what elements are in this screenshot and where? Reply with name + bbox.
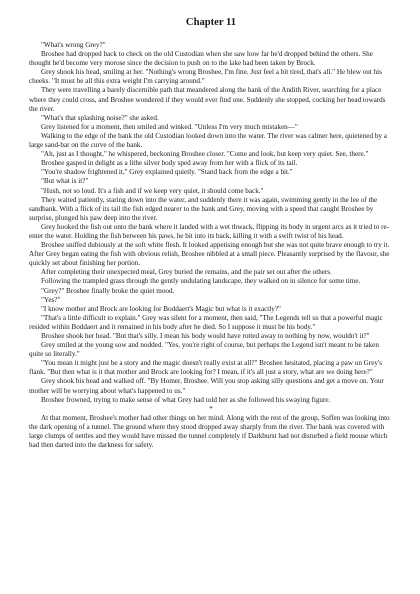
paragraph: Broshee sniffed dubiously at the soft white flesh. It looked appetising enough but she was not quite brave enough to try it. After Grey began eating the fish with obvious relish, Broshee nibbled at a small piece. Pleasantly surprised by the flavour, she quickly set about finishing her portion. xyxy=(29,241,390,268)
section-break: * xyxy=(209,404,213,413)
paragraph: They waited patiently, staring down into the water, and suddenly there it was again, swimming gently in the lee of the sandbank. With a flick of its tail the fish edged nearer to the bank and Grey, moving with a speed that caught Broshee by surprise, plunged his paw deep into the river. xyxy=(29,195,378,222)
paragraph: "Hush, not so loud. It's a fish and if we keep very quiet, it should come back." xyxy=(41,186,264,195)
paragraph: Broshee gasped in delight as a lithe silver body sped away from her with a flick of its tail. xyxy=(41,159,298,168)
paragraph: "Grey?" Broshee finally broke the quiet mood. xyxy=(41,286,175,295)
paragraph: "Yes?" xyxy=(41,295,61,304)
paragraph: "What's wrong Grey?" xyxy=(41,41,106,49)
paragraph: Grey smiled at the young sow and nodded. "Yes, you're right of course, but perhaps the Legend isn't meant to be taken quite so literally." xyxy=(29,341,379,359)
paragraph: "But what is it?" xyxy=(41,177,89,186)
paragraph: After completing their unexpected meal, Grey buried the remains, and the pair set out after the others. xyxy=(41,268,332,277)
paragraph: Grey shook his head, smiling at her. "Nothing's wrong Broshee, I'm fine. Just feel a bit tired, that's all." He blew out his cheeks. "It must be all this extra weight I'm carrying around." xyxy=(29,68,382,86)
paragraph: Grey listened for a moment, then smiled and winked. "Unless I'm very much mistaken—" xyxy=(41,122,298,131)
paragraph: They were travelling a barely discernible path that meandered along the bank of the Andith River, searching for a place where they could cross, and Broshee wondered if they would ever find one. Suddenly she stopped, cocking her head towards the river. xyxy=(29,86,386,113)
chapter-body xyxy=(29,41,393,450)
paragraph: "You mean it might just be a story and the magic doesn't really exist at all?" Broshee hesitated, placing a paw on Grey's flank. "But then what is it that mother and Brock are looking for? I mean, if it's all just a story, what are we doing here?" xyxy=(29,359,383,377)
paragraph: "What's that splashing noise?" she asked. xyxy=(41,113,159,122)
paragraph: Broshee shook her head. "But that's silly. I mean his body would have rotted away to nothing by now, wouldn't it?" xyxy=(41,332,370,340)
paragraph: "That's a little difficult to explain." Grey was silent for a moment, then said, "The Legends tell us that a powerful magic resided within Boddaert and it remained in his body after he died. So I suppose it must be his body." xyxy=(29,313,383,331)
paragraph: Grey hooked the fish out onto the bank where it landed with a wet thwack, flipping its body in urgent arcs as it tried to re-enter the water. Holding the fish between his paws, he bit into its back, killing it with a swift twist of his head. xyxy=(29,222,390,240)
paragraph: "You're shadow frightened it," Grey explained quietly. "Stand back from the edge a bit." xyxy=(41,168,293,177)
paragraph: Following the trampled grass through the gently undulating landscape, they walked on in silence for some time. xyxy=(41,277,361,286)
paragraph: Broshee frowned, trying to make sense of what Grey had told her as she followed his swaying figure. xyxy=(41,395,331,404)
paragraph: At that moment, Broshee's mother had other things on her mind. Along with the rest of the group, Soffen was looking into the dark opening of a tunnel. The ground where they stood dropped away sharply from the river. The bank was covered with large clumps of nettles and they would have missed the tunnel completely if Darkburst had not disturbed a field mouse which had then darted into the darkness for safety. xyxy=(29,413,390,450)
paragraph: Grey shook his head and walked off. "By Homer, Broshee. Will you stop asking silly questions and get a move on. Your mother will be worrying about what's happened to us." xyxy=(29,377,384,395)
paragraph: "I know mother and Brock are looking for Boddaert's Magic but what is it exactly?" xyxy=(41,304,281,313)
paragraph: "Ah, just as I thought," he whispered, beckoning Broshee closer. "Come and look, but keep very quiet. See, there." xyxy=(41,150,369,159)
chapter-title: Chapter 11 xyxy=(185,17,237,28)
paragraph: Broshee had dropped back to check on the old Custodian when she saw how far he'd dropped behind the others. She thought he'd become very morose since the decision to push on to the lake had been taken by Brock. xyxy=(29,50,373,68)
paragraph: Walking to the edge of the bank the old Custodian looked down into the water. The river was calmer here, quietened by a large sand-bar on the curve of the bank. xyxy=(29,131,387,150)
